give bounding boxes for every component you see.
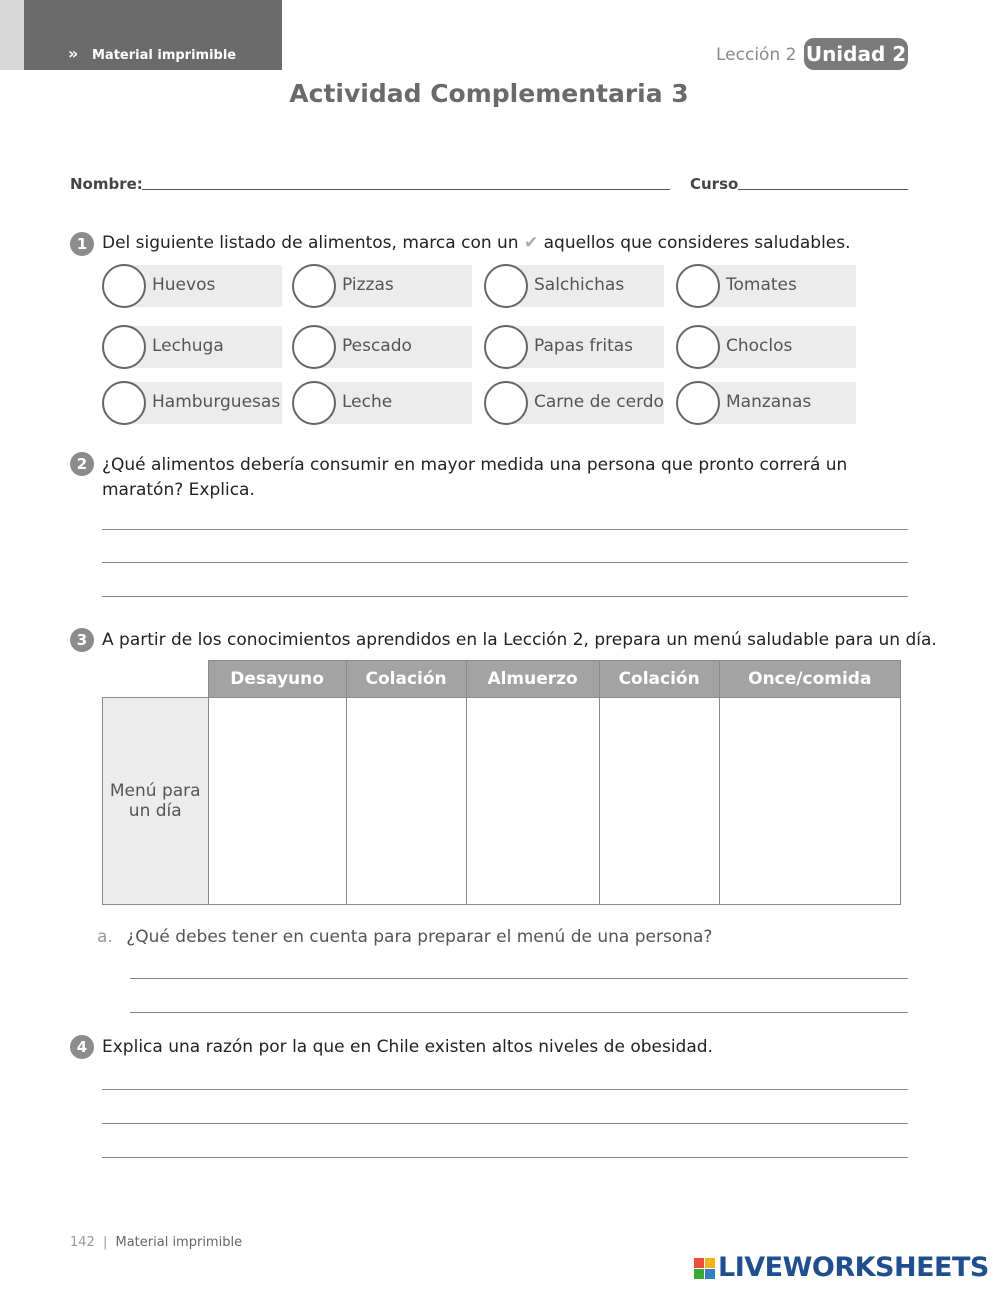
check-icon: ✔ <box>523 233 539 253</box>
table-corner <box>103 661 209 698</box>
food-option[interactable] <box>676 382 856 424</box>
column-header: Colación <box>599 661 719 698</box>
page-title: Actividad Complementaria 3 <box>289 79 689 108</box>
checkbox-circle[interactable] <box>676 325 720 369</box>
question-1-text-after: aquellos que consideres saludables. <box>543 233 851 253</box>
food-label: Pizzas <box>342 275 394 295</box>
checkbox-circle[interactable] <box>102 381 146 425</box>
food-option[interactable] <box>676 326 856 368</box>
material-tab <box>24 0 282 70</box>
question-number-1: 1 <box>70 232 94 256</box>
row-label-line-1: Menú para <box>109 781 201 801</box>
food-option[interactable] <box>292 382 472 424</box>
logo-text: LIVEWORKSHEETS <box>718 1252 989 1283</box>
checkbox-circle[interactable] <box>484 381 528 425</box>
row-label <box>103 698 209 905</box>
subquestion-a <box>97 927 712 947</box>
menu-cell[interactable] <box>719 698 900 905</box>
page-number: 142 <box>70 1235 95 1250</box>
answer-line[interactable] <box>102 562 908 563</box>
food-label: Hamburguesas <box>152 392 281 412</box>
answer-line[interactable] <box>130 978 908 979</box>
logo-square-icon <box>694 1269 704 1279</box>
footer-label: Material imprimible <box>115 1235 243 1250</box>
question-2-text <box>102 453 847 503</box>
course-field[interactable] <box>738 189 908 190</box>
subquestion-text: ¿Qué debes tener en cuenta para preparar el menú de una persona? <box>126 927 713 947</box>
name-field[interactable] <box>142 189 670 190</box>
double-chevron-icon: » <box>68 44 75 63</box>
answer-line[interactable] <box>102 1123 908 1124</box>
footer-separator: | <box>102 1235 108 1250</box>
course-label: Curso <box>690 175 739 193</box>
checkbox-circle[interactable] <box>484 264 528 308</box>
food-label: Choclos <box>726 336 793 356</box>
logo-square-icon <box>705 1258 715 1268</box>
logo-square-icon <box>705 1269 715 1279</box>
checkbox-circle[interactable] <box>292 381 336 425</box>
food-label: Lechuga <box>152 336 224 356</box>
question-2-line-1: ¿Qué alimentos debería consumir en mayor medida una persona que pronto correrá un <box>102 455 848 475</box>
checkbox-circle[interactable] <box>484 325 528 369</box>
checkbox-circle[interactable] <box>292 264 336 308</box>
page-footer <box>70 1235 242 1250</box>
food-option[interactable] <box>484 265 664 307</box>
question-1-text-before: Del siguiente listado de alimentos, marca con un <box>102 233 519 253</box>
answer-line[interactable] <box>102 596 908 597</box>
menu-cell[interactable] <box>346 698 466 905</box>
food-label: Carne de cerdo <box>534 392 664 412</box>
logo-square-icon <box>694 1258 704 1268</box>
answer-line[interactable] <box>102 1157 908 1158</box>
subquestion-letter: a. <box>97 927 113 947</box>
menu-cell[interactable] <box>208 698 346 905</box>
material-tab-label: Material imprimible <box>92 48 237 63</box>
food-label: Papas fritas <box>534 336 634 356</box>
checkbox-circle[interactable] <box>292 325 336 369</box>
food-option[interactable] <box>484 382 664 424</box>
menu-cell[interactable] <box>466 698 599 905</box>
menu-table <box>102 660 901 905</box>
checkbox-circle[interactable] <box>676 381 720 425</box>
checkbox-circle[interactable] <box>102 325 146 369</box>
column-header: Desayuno <box>208 661 346 698</box>
food-label: Manzanas <box>726 392 812 412</box>
row-label-line-2: un día <box>128 801 182 821</box>
question-3-text: A partir de los conocimientos aprendidos en la Lección 2, prepara un menú saludable para un día. <box>102 630 937 650</box>
question-2-line-2: maratón? Explica. <box>102 480 255 500</box>
food-label: Tomates <box>726 275 797 295</box>
header-side-strip <box>0 0 24 70</box>
question-number-4: 4 <box>70 1035 94 1059</box>
lesson-label: Lección 2 <box>716 45 797 65</box>
answer-line[interactable] <box>102 1089 908 1090</box>
column-header: Once/comida <box>719 661 900 698</box>
column-header: Colación <box>346 661 466 698</box>
food-option[interactable] <box>676 265 856 307</box>
food-option[interactable] <box>292 265 472 307</box>
checkbox-circle[interactable] <box>676 264 720 308</box>
food-option[interactable] <box>102 382 282 424</box>
menu-cell[interactable] <box>599 698 719 905</box>
food-option[interactable] <box>102 326 282 368</box>
food-option[interactable] <box>292 326 472 368</box>
food-option[interactable] <box>102 265 282 307</box>
food-label: Huevos <box>152 275 216 295</box>
food-label: Pescado <box>342 336 412 356</box>
food-label: Salchichas <box>534 275 625 295</box>
answer-line[interactable] <box>130 1012 908 1013</box>
column-header: Almuerzo <box>466 661 599 698</box>
question-number-3: 3 <box>70 628 94 652</box>
name-label: Nombre: <box>70 175 143 193</box>
unit-badge: Unidad 2 <box>804 38 908 70</box>
answer-line[interactable] <box>102 529 908 530</box>
question-1-text <box>102 233 851 253</box>
food-label: Leche <box>342 392 393 412</box>
food-option[interactable] <box>484 326 664 368</box>
question-number-2: 2 <box>70 452 94 476</box>
question-4-text: Explica una razón por la que en Chile existen altos niveles de obesidad. <box>102 1037 713 1057</box>
checkbox-circle[interactable] <box>102 264 146 308</box>
